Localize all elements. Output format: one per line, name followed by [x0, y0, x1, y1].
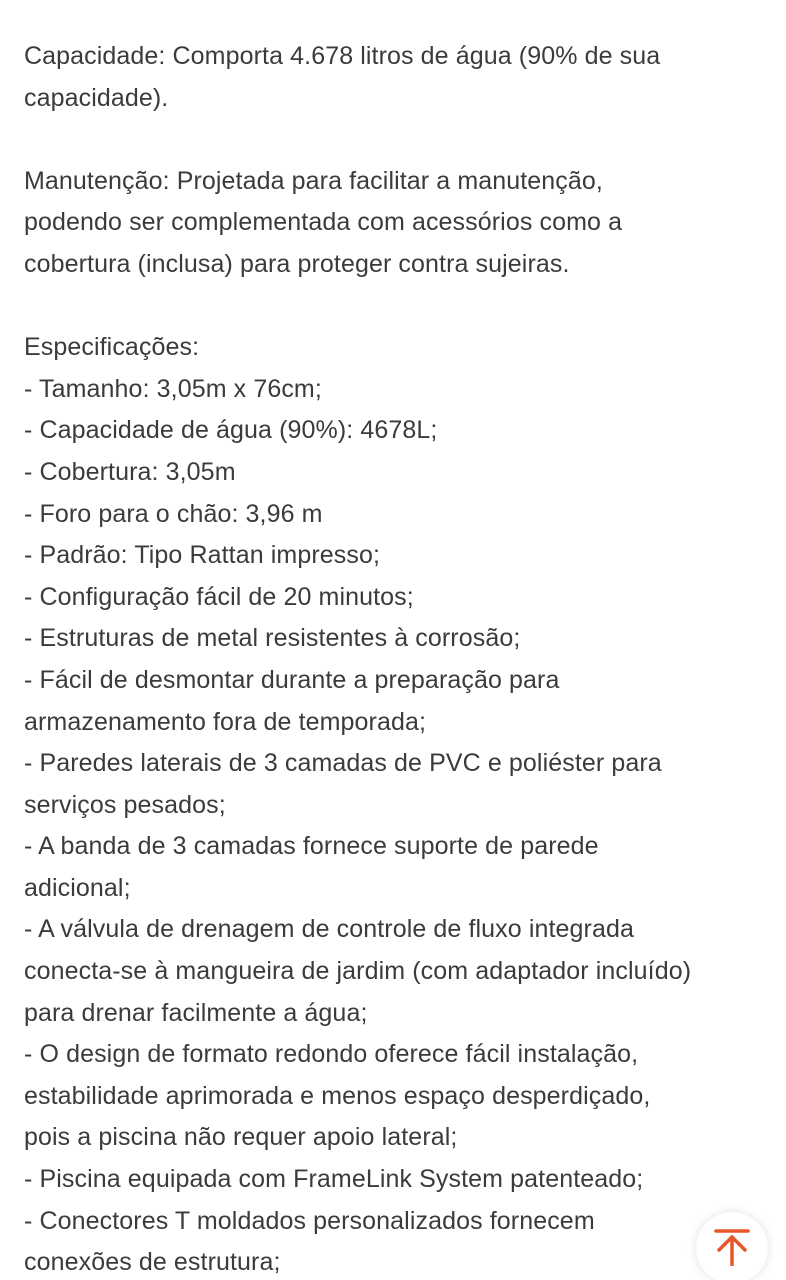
spec-line: - Configuração fácil de 20 minutos;	[24, 582, 414, 611]
spec-line: - Tamanho: 3,05m x 76cm;	[24, 374, 322, 403]
spec-line: - Piscina equipada com FrameLink System patenteado;	[24, 1165, 644, 1194]
spec-line: conecta-se à mangueira de jardim (com adaptador incluído)	[24, 957, 692, 986]
spec-line: adicional;	[24, 873, 131, 902]
arrow-up-to-line-icon	[714, 1228, 750, 1266]
spec-line: - Paredes laterais de 3 camadas de PVC e poliéster para	[24, 749, 662, 778]
spec-line: - O design de formato redondo oferece fácil instalação,	[24, 1040, 639, 1069]
spec-line: - Cobertura: 3,05m	[24, 457, 236, 486]
spec-line: para drenar facilmente a água;	[24, 998, 368, 1027]
capacity-line-2: capacidade).	[24, 83, 169, 112]
capacity-line-1: Capacidade: Comporta 4.678 litros de água (90% de sua	[24, 42, 661, 70]
back-to-top-button[interactable]	[696, 1212, 768, 1280]
spec-line: serviços pesados;	[24, 790, 226, 819]
spec-line: - Conectores T moldados personalizados fornecem	[24, 1206, 595, 1235]
maintenance-line-2: podendo ser complementada com acessórios como a	[24, 208, 623, 237]
spec-line: - Fácil de desmontar durante a preparação para	[24, 665, 560, 694]
spec-line: pois a piscina não requer apoio lateral;	[24, 1123, 458, 1152]
maintenance-line-1: Manutenção: Projetada para facilitar a manutenção,	[24, 166, 603, 195]
product-description	[24, 36, 776, 1280]
specs-list	[24, 369, 776, 1280]
spec-line: - A banda de 3 camadas fornece suporte de parede	[24, 832, 599, 861]
spec-line: armazenamento fora de temporada;	[24, 707, 427, 736]
paragraph-gap	[24, 119, 776, 161]
spec-line: conexões de estrutura;	[24, 1248, 281, 1277]
paragraph-gap	[24, 286, 776, 328]
maintenance-line-3: cobertura (inclusa) para proteger contra sujeiras.	[24, 249, 570, 278]
spec-line: estabilidade aprimorada e menos espaço desperdiçado,	[24, 1081, 651, 1110]
spec-line: - Estruturas de metal resistentes à corrosão;	[24, 624, 521, 653]
specs-heading: Especificações:	[24, 333, 200, 362]
spec-line: - A válvula de drenagem de controle de fluxo integrada	[24, 915, 634, 944]
spec-line: - Capacidade de água (90%): 4678L;	[24, 416, 438, 445]
spec-line: - Padrão: Tipo Rattan impresso;	[24, 541, 381, 570]
spec-line: - Foro para o chão: 3,96 m	[24, 499, 323, 528]
